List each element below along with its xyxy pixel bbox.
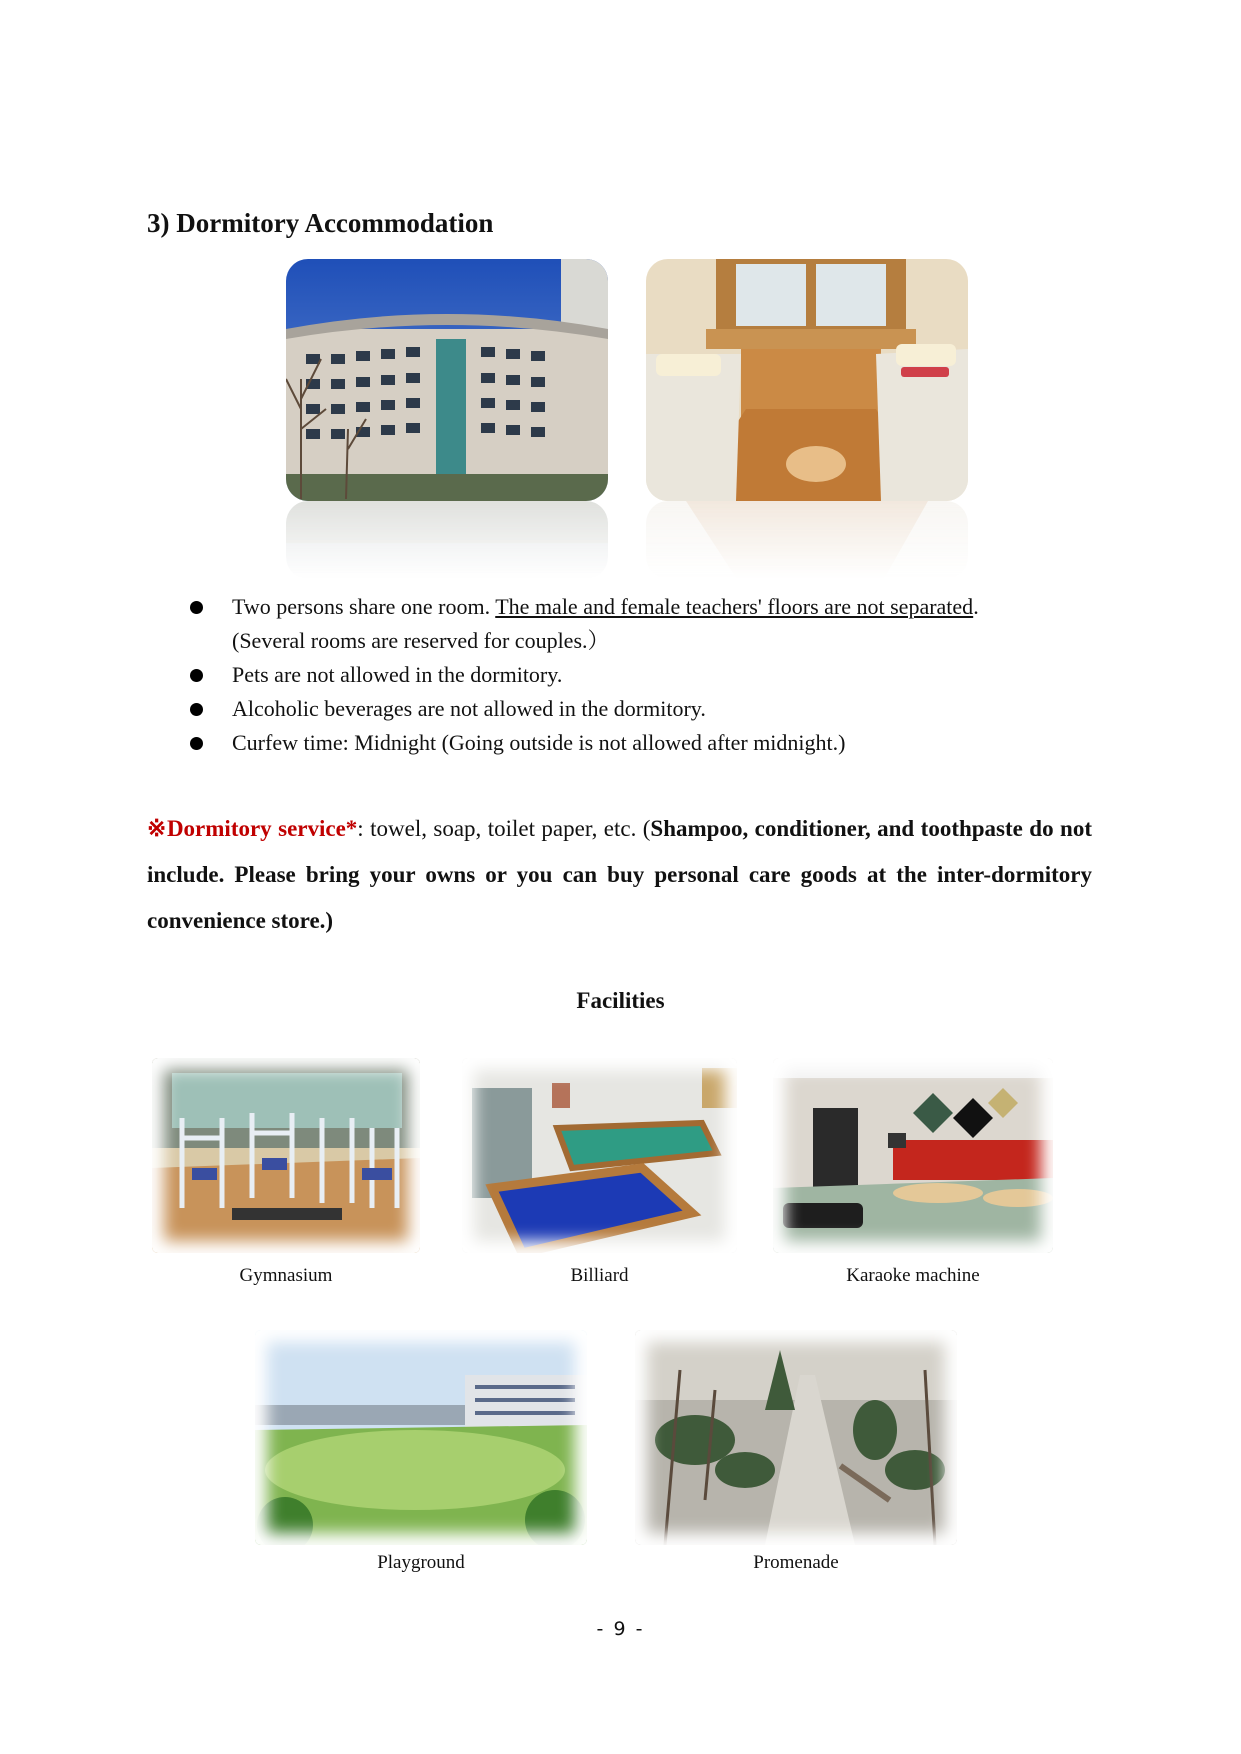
bullet-underlined-text: The male and female teachers' floors are not separated (495, 594, 974, 619)
list-item (190, 692, 1110, 726)
dormitory-room-photo (646, 259, 968, 579)
list-item (190, 726, 1110, 760)
facility-caption: Promenade (753, 1552, 839, 1573)
facility-caption: Gymnasium (239, 1265, 333, 1286)
bullet-icon (190, 669, 203, 682)
facility-caption: Karaoke machine (846, 1265, 980, 1286)
service-label: ※Dormitory service* (147, 816, 358, 841)
facilities-title: Facilities (576, 988, 665, 1013)
karaoke-photo (773, 1058, 1053, 1253)
list-item (190, 658, 1110, 692)
list-item (190, 590, 1110, 658)
bullet-text: Alcoholic beverages are not allowed in the dormitory. (232, 696, 706, 721)
dormitory-service-note (147, 806, 1092, 944)
bullet-icon (190, 601, 203, 614)
section-heading: 3) Dormitory Accommodation (147, 208, 494, 238)
gymnasium-photo (152, 1058, 420, 1253)
bullet-text: Curfew time: Midnight (Going outside is not allowed after midnight.) (232, 730, 846, 755)
bullet-continuation: (Several rooms are reserved for couples.） (232, 628, 610, 653)
bullet-text-end: . (973, 594, 979, 619)
page-number: - 9 - (596, 1618, 645, 1640)
billiard-photo (462, 1058, 737, 1253)
promenade-photo (635, 1330, 957, 1545)
facility-caption: Playground (377, 1552, 465, 1573)
rules-list (190, 590, 1110, 760)
service-bold-text: Shampoo, conditioner, and toothpaste do not include. Please bring your owns or you can buy personal care goods at the inter-dormitory convenience store.) (147, 816, 1092, 933)
dormitory-building-photo (286, 259, 608, 579)
facility-caption: Billiard (570, 1265, 629, 1286)
service-text: : towel, soap, toilet paper, etc. ( (357, 816, 651, 841)
bullet-text: Pets are not allowed in the dormitory. (232, 662, 563, 687)
bullet-icon (190, 703, 203, 716)
bullet-text: Two persons share one room. (232, 594, 496, 619)
bullet-icon (190, 737, 203, 750)
playground-photo (255, 1330, 587, 1545)
